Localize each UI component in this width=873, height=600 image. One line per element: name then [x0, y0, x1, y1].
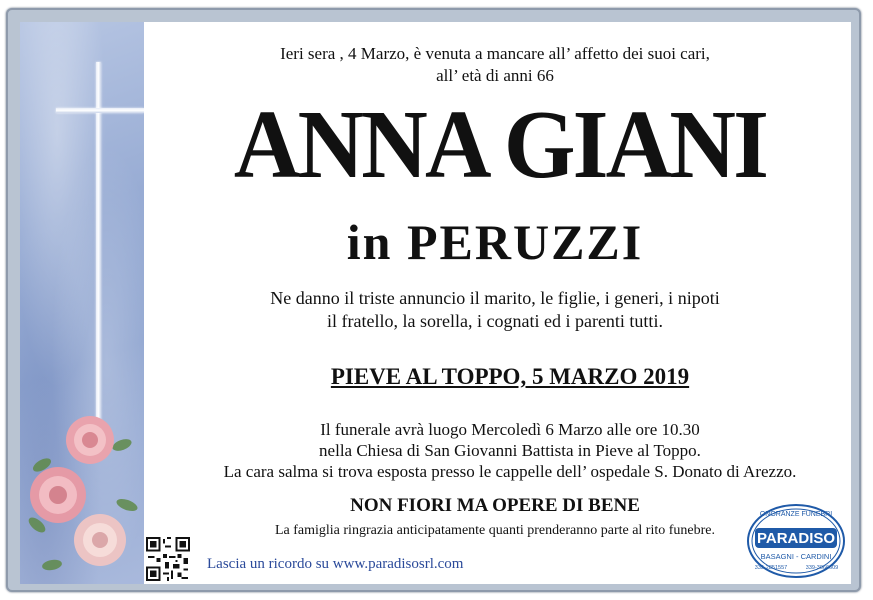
- funeral-details: [180, 419, 840, 482]
- paradiso-logo: [745, 500, 847, 580]
- funeral-line: La cara salma si trova esposta presso le cappelle dell’ ospedale S. Donato di Arezzo.: [223, 462, 797, 481]
- memory-link[interactable]: Lascia un ricordo su www.paradisosrl.com: [207, 556, 464, 572]
- married-name: in PERUZZI: [346, 214, 644, 270]
- cross-icon: [96, 62, 101, 452]
- announcement-line: il fratello, la sorella, i cognati ed i parenti tutti.: [327, 311, 663, 331]
- announcement-text: [180, 287, 810, 333]
- intro-line: Ieri sera , 4 Marzo, è venuta a mancare all’ affetto dei suoi cari,: [280, 44, 710, 63]
- logo-bottom-text: BASAGNI - CARDINI: [760, 552, 832, 561]
- funeral-line: nella Chiesa di San Giovanni Battista in Pieve al Toppo.: [319, 441, 701, 460]
- deceased-name: ANNA GIANI: [233, 91, 767, 199]
- funeral-line: Il funerale avrà luogo Mercoledì 6 Marzo alle ore 10.30: [320, 420, 700, 439]
- logo-phone-left: 335-2851557: [754, 565, 788, 571]
- intro-line: all’ età di anni 66: [436, 66, 554, 85]
- cross-bar: [56, 108, 144, 113]
- announcement-line: Ne danno il triste annuncio il marito, le figlie, i generi, i nipoti: [270, 288, 720, 308]
- intro-text: [180, 43, 810, 87]
- qr-code-icon[interactable]: [146, 537, 190, 581]
- logo-top-text: ONORANZE FUNEBRI: [759, 511, 833, 518]
- no-flowers-text: NON FIORI MA OPERE DI BENE: [350, 495, 640, 516]
- place-date: PIEVE AL TOPPO, 5 MARZO 2019: [330, 364, 690, 389]
- logo-phone-right: 339-3066609: [805, 565, 839, 571]
- logo-brand: PARADISO: [756, 530, 836, 547]
- roses-decoration: [22, 405, 152, 585]
- thanks-text: La famiglia ringrazia anticipatamente quanti prenderanno parte al rito funebre.: [274, 523, 715, 538]
